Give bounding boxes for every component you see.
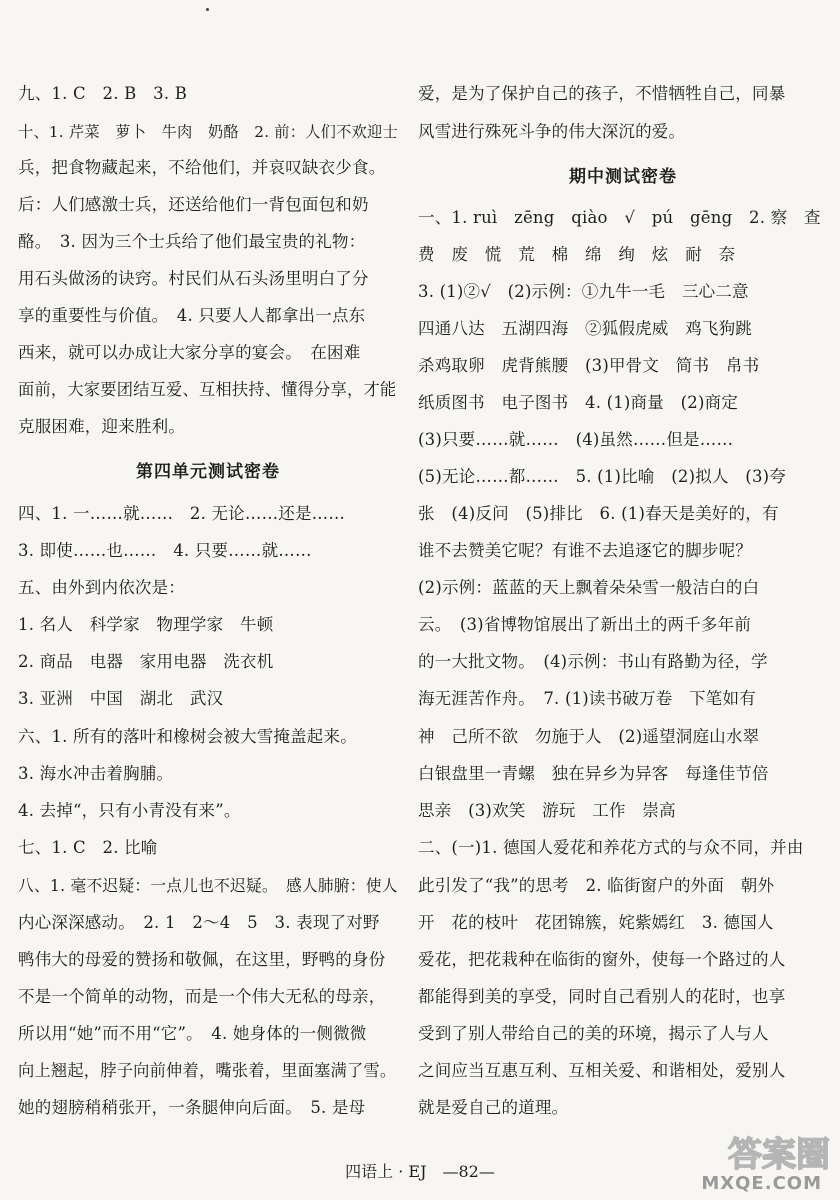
text-line: 享的重要性与价值。 4. 只要人人都拿出一点东 — [18, 306, 366, 325]
text-line: 3. (1)②√ (2)示例：①九牛一毛 三心二意 — [418, 282, 749, 301]
text-line: 酪。 3. 因为三个士兵给了他们最宝贵的礼物： — [18, 232, 366, 251]
text-line: 谁不去赞美它呢？有谁不去追逐它的脚步呢？ — [418, 541, 752, 560]
text-line: 二、(一)1. 德国人爱花和养花方式的与众不同，并由 — [418, 838, 804, 857]
text-line: 所以用“她”而不用“它”。 4. 她身体的一侧微微 — [18, 1024, 367, 1043]
section-heading: 第四单元测试密卷 — [136, 462, 280, 482]
text-line: 一、1. ruì zēng qiào √ pú gēng 2. 察 查 — [418, 208, 821, 227]
text-line: 用石头做汤的诀窍。村民们从石头汤里明白了分 — [18, 269, 369, 288]
text-line: 她的翅膀稍稍张开，一条腿伸向后面。 5. 是母 — [18, 1098, 366, 1117]
text-line: 五、由外到内依次是： — [18, 578, 185, 597]
text-line: 3. 海水冲击着胸脯。 — [18, 764, 174, 783]
text-line: 之间应当互惠互利、互相关爱、和谐相处，爱别人 — [418, 1061, 786, 1080]
text-line: 九、1. C 2. B 3. B — [18, 84, 188, 103]
text-line: (5)无论……都…… 5. (1)比喻 (2)拟人 (3)夸 — [418, 467, 786, 486]
text-line: 3. 即使……也…… 4. 只要……就…… — [18, 541, 312, 560]
site-watermark — [690, 1136, 830, 1194]
text-line: 此引发了“我”的思考 2. 临街窗户的外面 朝外 — [418, 876, 775, 895]
text-line: 杀鸡取卵 虎背熊腰 (3)甲骨文 简书 帛书 — [418, 356, 760, 375]
text-line: 十、1. 芹菜 萝卜 牛肉 奶酪 2. 前：人们不欢迎士 — [18, 123, 398, 141]
text-line: 张 (4)反问 (5)排比 6. (1)春天是美好的，有 — [418, 504, 779, 523]
text-line: 克服困难，迎来胜利。 — [18, 417, 185, 436]
text-line: 白银盘里一青螺 独在异乡为异客 每逢佳节倍 — [418, 764, 769, 783]
text-line: 不是一个简单的动物，而是一个伟大无私的母亲， — [18, 987, 386, 1006]
text-line: 四、1. 一……就…… 2. 无论……还是…… — [18, 504, 346, 523]
text-line: 鸭伟大的母爱的赞扬和敬佩，在这里，野鸭的身份 — [18, 950, 386, 969]
text-line: 就是爱自己的道理。 — [418, 1098, 569, 1117]
text-line: 2. 商品 电器 家用电器 洗衣机 — [18, 652, 274, 671]
text-line: 后：人们感激士兵，还送给他们一背包面包和奶 — [18, 195, 369, 214]
watermark-logo: 答案圈 — [728, 1135, 830, 1175]
text-line: 纸质图书 电子图书 4. (1)商量 (2)商定 — [418, 393, 739, 412]
text-line: 云。 (3)省博物馆展出了新出土的两千多年前 — [418, 615, 752, 634]
text-line: 受到了别人带给自己的美的环境，揭示了人与人 — [418, 1024, 769, 1043]
scan-speck — [206, 8, 209, 11]
page-footer: 四语上 · EJ —82— — [345, 1162, 495, 1181]
text-line: 面前，大家要团结互爱、互相扶持、懂得分享，才能 — [18, 380, 397, 399]
text-line: 西来，就可以办成让大家分享的宴会。 在困难 — [18, 343, 361, 362]
text-line: 开 花的枝叶 花团锦簇，姹紫嫣红 3. 德国人 — [418, 913, 774, 932]
text-line: 费 废 慌 荒 棉 绵 绚 炫 耐 奈 — [418, 245, 736, 264]
text-line: 1. 名人 科学家 物理学家 牛顿 — [18, 615, 274, 634]
text-line: 七、1. C 2. 比喻 — [18, 838, 158, 857]
text-line: 四通八达 五湖四海 ②狐假虎威 鸡飞狗跳 — [418, 319, 752, 338]
text-line: 3. 亚洲 中国 湖北 武汉 — [18, 689, 224, 708]
text-line: (2)示例：蓝蓝的天上飘着朵朵雪一般洁白的白 — [418, 578, 760, 597]
watermark-site: MXQE.COM — [701, 1173, 822, 1194]
text-line: 的一大批文物。 (4)示例：书山有路勤为径，学 — [418, 652, 768, 671]
text-line: 思亲 (3)欢笑 游玩 工作 崇高 — [418, 801, 676, 820]
text-line: 向上翘起，脖子向前伸着，嘴张着，里面塞满了雪。 — [18, 1061, 397, 1080]
text-line: 六、1. 所有的落叶和橡树会被大雪掩盖起来。 — [18, 727, 357, 746]
text-line: 爱，是为了保护自己的孩子，不惜牺牲自己，同暴 — [418, 84, 786, 103]
text-line: (3)只要……就…… (4)虽然……但是…… — [418, 430, 734, 449]
text-line: 神 己所不欲 勿施于人 (2)遥望洞庭山水翠 — [418, 727, 760, 746]
section-heading: 期中测试密卷 — [569, 167, 677, 187]
text-line: 风雪进行殊死斗争的伟大深沉的爱。 — [418, 122, 686, 141]
text-line: 都能得到美的享受，同时自己看别人的花时，也享 — [418, 987, 786, 1006]
text-line: 内心深深感动。 2. 1 2～4 5 3. 表现了对野 — [18, 913, 380, 932]
text-line: 爱花，把花栽种在临街的窗外，使每一个路过的人 — [418, 950, 786, 969]
text-line: 海无涯苦作舟。 7. (1)读书破万卷 下笔如有 — [418, 689, 756, 708]
text-line: 兵，把食物藏起来，不给他们，并哀叹缺衣少食。 — [18, 158, 386, 177]
text-line: 4. 去掉“，只有小青没有来”。 — [18, 801, 241, 820]
text-line: 八、1. 毫不迟疑：一点儿也不迟疑。 感人肺腑：使人 — [18, 876, 398, 895]
